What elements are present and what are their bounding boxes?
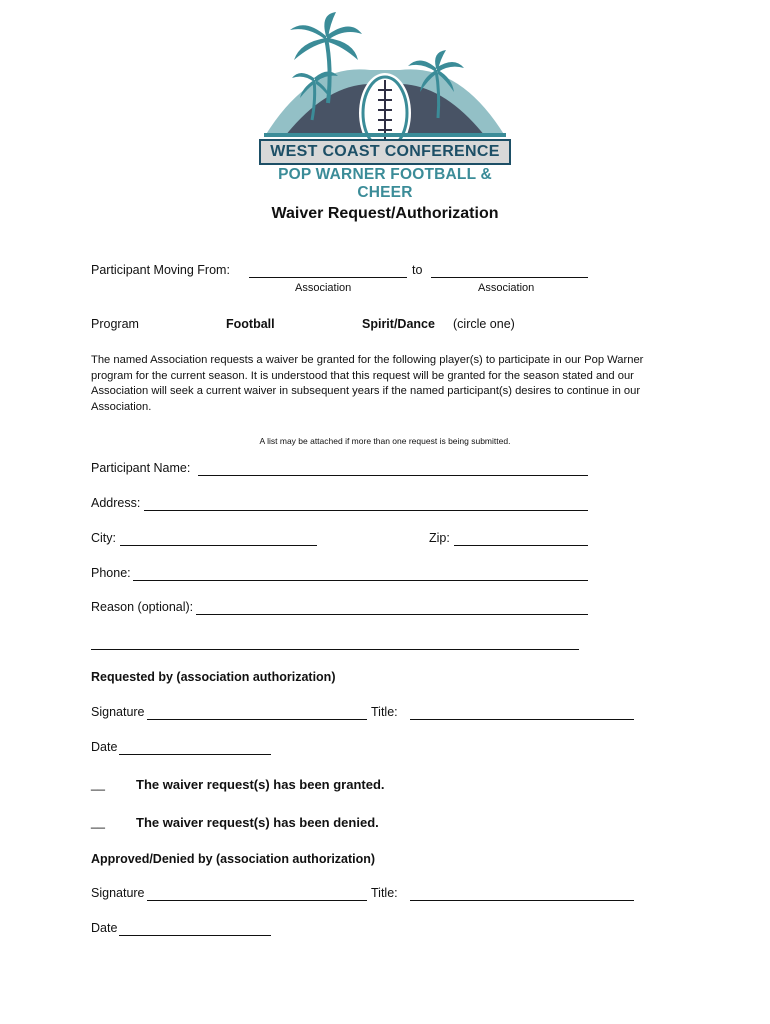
approved-title-label: Title: <box>371 886 398 900</box>
approved-title-field[interactable] <box>410 900 634 901</box>
approved-signature-label: Signature <box>91 886 145 900</box>
conference-logo <box>250 8 520 201</box>
association-caption-1: Association <box>295 282 352 294</box>
phone-field[interactable] <box>133 580 588 581</box>
requested-by-heading: Requested by (association authorization) <box>91 670 336 684</box>
approved-by-heading: Approved/Denied by (association authorization) <box>91 852 376 866</box>
requested-signature-field[interactable] <box>147 719 367 720</box>
approved-signature-field[interactable] <box>147 900 367 901</box>
requested-title-label: Title: <box>371 705 398 719</box>
to-association-field[interactable] <box>431 277 588 278</box>
requested-title-field[interactable] <box>410 719 634 720</box>
granted-checkbox[interactable]: __ <box>91 777 105 791</box>
program-option-spirit-dance[interactable]: Spirit/Dance <box>362 317 435 331</box>
program-label: Program <box>91 317 139 331</box>
address-field[interactable] <box>144 510 588 511</box>
denied-checkbox[interactable]: __ <box>91 815 105 829</box>
association-caption-2: Association <box>478 282 535 294</box>
city-label: City: <box>91 531 116 545</box>
requested-date-label: Date <box>91 740 118 754</box>
logo-line-1: WEST COAST CONFERENCE <box>270 143 500 160</box>
phone-label: Phone: <box>91 566 131 580</box>
logo-line-2: POP WARNER FOOTBALL & CHEER <box>278 166 492 201</box>
participant-name-field[interactable] <box>198 475 588 476</box>
participant-name-label: Participant Name: <box>91 461 191 475</box>
reason-field-line-2[interactable] <box>91 649 579 650</box>
denied-statement: The waiver request(s) has been denied. <box>136 815 379 830</box>
circle-one-hint: (circle one) <box>453 317 515 331</box>
attachment-note: A list may be attached if more than one request is being submitted. <box>259 436 511 446</box>
to-label: to <box>412 263 423 277</box>
from-association-field[interactable] <box>249 277 407 278</box>
city-field[interactable] <box>120 545 317 546</box>
approved-date-label: Date <box>91 921 118 935</box>
program-option-football[interactable]: Football <box>226 317 275 331</box>
requested-signature-label: Signature <box>91 705 145 719</box>
moving-from-label: Participant Moving From: <box>91 263 230 277</box>
zip-label: Zip: <box>429 531 450 545</box>
granted-statement: The waiver request(s) has been granted. <box>136 777 385 792</box>
page-title: Waiver Request/Authorization <box>271 205 499 222</box>
palm-tree-football-logo-icon <box>250 8 520 190</box>
zip-field[interactable] <box>454 545 588 546</box>
waiver-statement: The named Association requests a waiver be granted for the following player(s) to participate in our Pop Warner program for the current season. It is understood that this request will be granted for the season stated and our Association will seek a current waiver in subsequent years if the named participant(s) desires to continue in our Association. <box>91 354 644 413</box>
address-label: Address: <box>91 496 141 510</box>
approved-date-field[interactable] <box>119 935 271 936</box>
requested-date-field[interactable] <box>119 754 271 755</box>
reason-label: Reason (optional): <box>91 600 194 614</box>
reason-field[interactable] <box>196 614 588 615</box>
